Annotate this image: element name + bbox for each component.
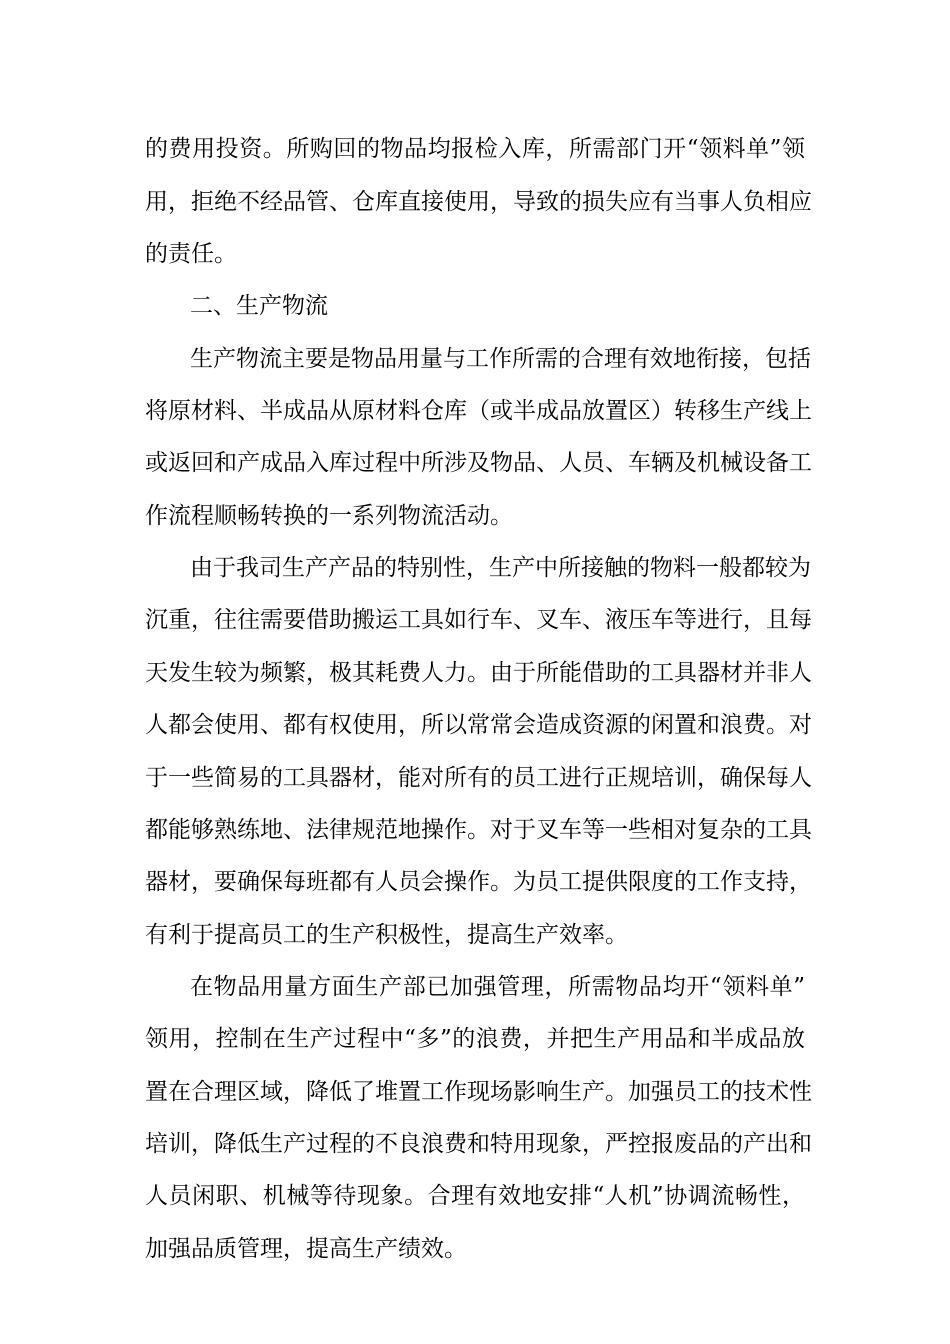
para4-line-6: 加强品质管理，提高生产绩效。 (145, 1236, 467, 1262)
para2-line-2: 将原材料、半成品从原材料仓库（或半成品放置区）转移生产线上 (145, 398, 812, 424)
para3-line-6: 都能够熟练地、法律规范地操作。对于叉车等一些相对复杂的工具 (145, 817, 812, 843)
para4-line-2: 领用，控制在生产过程中“多”的浪费，并把生产用品和半成品放 (145, 1026, 805, 1052)
para3-line-2: 沉重，往往需要借助搬运工具如行车、叉车、液压车等进行，且每 (145, 607, 812, 633)
para1-line-1: 的费用投资。所购回的物品均报检入库，所需部门开“领料单”领 (145, 136, 805, 162)
para2-line-4: 作流程顺畅转换的一系列物流活动。 (145, 503, 513, 529)
para1-line-2: 用，拒绝不经品管、仓库直接使用，导致的损失应有当事人负相应 (145, 189, 812, 215)
para4-line-5: 人员闲职、机械等待现象。合理有效地安排“人机”协调流畅性， (145, 1183, 805, 1209)
para4-line-1: 在物品用量方面生产部已加强管理，所需物品均开“领料单” (190, 974, 805, 1000)
para2-line-1: 生产物流主要是物品用量与工作所需的合理有效地衔接，包括 (190, 346, 811, 372)
para3-line-1: 由于我司生产产品的特别性，生产中所接触的物料一般都较为 (190, 555, 811, 581)
para2-line-3: 或返回和产成品入库过程中所涉及物品、人员、车辆及机械设备工 (145, 450, 812, 476)
para3-line-8: 有利于提高员工的生产积极性，提高生产效率。 (145, 922, 628, 948)
para3-line-3: 天发生较为频繁，极其耗费人力。由于所能借助的工具器材并非人 (145, 660, 812, 686)
para4-line-3: 置在合理区域，降低了堆置工作现场影响生产。加强员工的技术性 (145, 1079, 812, 1105)
section-heading: 二、生产物流 (190, 293, 328, 319)
para3-line-7: 器材，要确保每班都有人员会操作。为员工提供限度的工作支持， (145, 869, 812, 895)
para1-line-3: 的责任。 (145, 241, 237, 267)
para3-line-5: 于一些简易的工具器材，能对所有的员工进行正规培训，确保每人 (145, 765, 812, 791)
para3-line-4: 人都会使用、都有权使用，所以常常会造成资源的闲置和浪费。对 (145, 712, 812, 738)
para4-line-4: 培训，降低生产过程的不良浪费和特用现象，严控报废品的产出和 (145, 1131, 812, 1157)
